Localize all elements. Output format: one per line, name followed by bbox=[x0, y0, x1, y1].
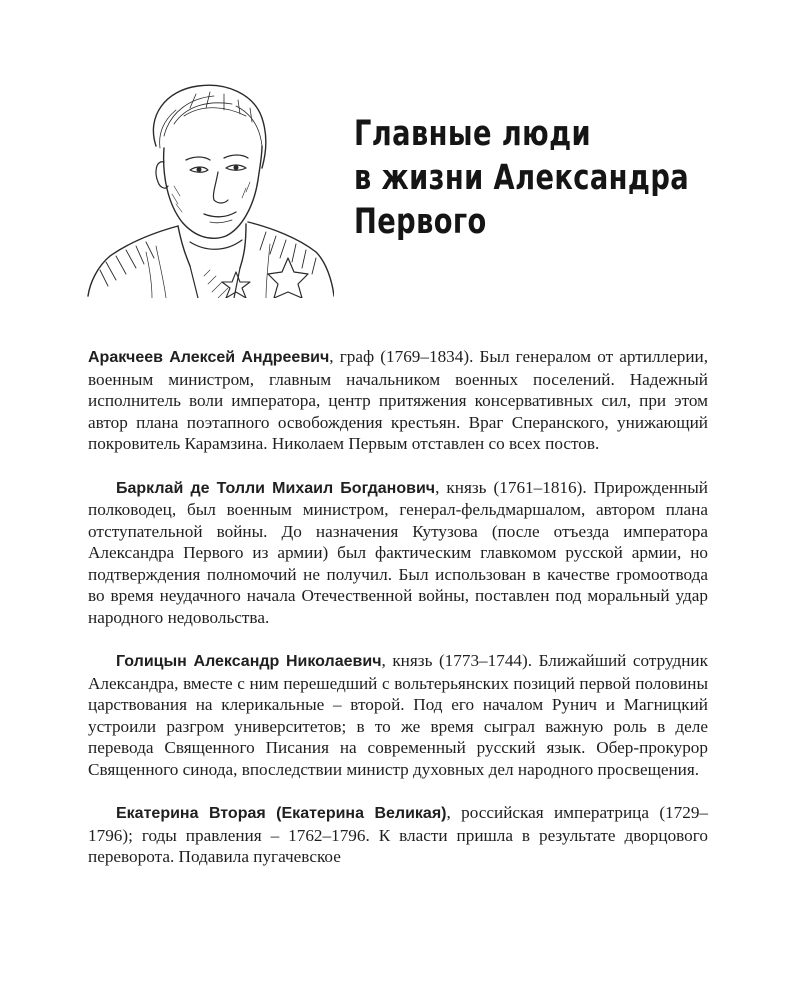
title-line-3: Первого bbox=[354, 202, 487, 242]
entry-catherine bbox=[88, 802, 708, 868]
entry-name: Аракчеев Алексей Андреевич bbox=[88, 349, 330, 366]
biography-list bbox=[88, 346, 708, 890]
entry-name: Екатерина Вторая (Екатерина Великая) bbox=[116, 805, 447, 822]
entry-golitsyn bbox=[88, 650, 708, 780]
portrait-illustration bbox=[86, 76, 334, 298]
title-line-1: Главные люди bbox=[354, 114, 592, 154]
entry-text: , российская императрица (1729–1796); годы правления – 1762–1796. К власти пришла в результате дворцового переворота. Подавила пугачевское bbox=[88, 803, 709, 866]
entry-barclay bbox=[88, 477, 708, 629]
title-line-2: в жизни Александра bbox=[354, 158, 690, 198]
page-title bbox=[354, 112, 690, 244]
entry-text: , князь (1761–1816). Прирожденный полководец, был военным министром, генерал-фельдмаршалом, автором плана отступательной войны. До назначения Кутузова (после отъезда императора Александра Первого из армии) был фактическим главкомом русской армии, но подтверждения полномочий не получил. Был использован в качестве громоотвода во время неудачного начала Отечественной войны, поставлен под моральный удар народного недовольства. bbox=[88, 477, 709, 627]
entry-name: Голицын Александр Николаевич bbox=[116, 653, 382, 670]
entry-text: , граф (1769–1834). Был генералом от артиллерии, военным министром, главным начальником военных поселений. Надежный исполнитель воли императора, центр притяжения консервативных сил, при этом автор плана поэтапного освобождения крестьян. Враг Сперанского, унижающий покровитель Карамзина. Николаем Первым отставлен со всех постов. bbox=[88, 347, 709, 453]
entry-arakcheev bbox=[88, 346, 708, 455]
entry-name: Барклай де Толли Михаил Богданович bbox=[116, 479, 436, 497]
entry-text: , князь (1773–1744). Ближайший сотрудник Александра, вместе с ним перешедший с вольтерьянских позиций первой половины царствования на клерикальные – второй. Под его началом Рунич и Магницкий устроили разгром университетов; в то же время сыграл важную роль в деле перевода Священного Писания на современный русский язык. Обер-прокурор Священного синода, впоследствии министр духовных дел народного просвещения. bbox=[88, 651, 708, 779]
